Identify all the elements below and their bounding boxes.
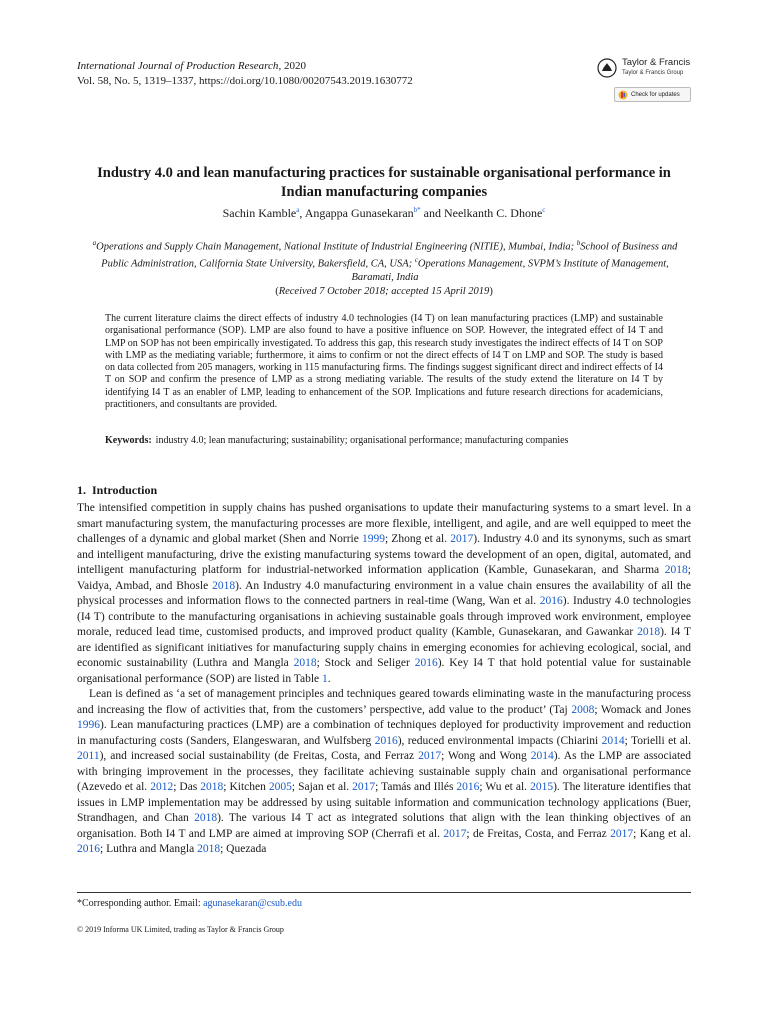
paragraph-text: ; Kang et al. <box>633 827 692 840</box>
author-list <box>77 206 691 221</box>
article-title: Industry 4.0 and lean manufacturing practices for sustainable organisational performance in Indian manufacturing companies <box>97 165 671 200</box>
paragraph-text: ; Womack and Jones <box>594 703 691 716</box>
paragraph-text: ). An Industry 4.0 manufacturing environment in a value chain ensures the availability of all the physical processes and information flows to the connected partners in real-time (Wang, Wan et al. <box>77 579 691 607</box>
author-separator: and <box>420 206 444 220</box>
citation-link[interactable]: 2012 <box>150 781 174 793</box>
paragraph-text: ; de Freitas, Costa, and Ferraz <box>466 827 611 840</box>
citation-link[interactable]: 2018 <box>197 843 221 855</box>
paragraph-text: ; Stock and Seliger <box>316 657 415 669</box>
affiliation-text: Operations and Supply Chain Management, National Institute of Industrial Engineering (NITIE), Mumbai, India; <box>96 241 577 253</box>
footnote-text: *Corresponding author. Email: <box>77 898 204 909</box>
publisher-block <box>597 58 697 102</box>
abstract: The current literature claims the direct effects of industry 4.0 technologies (I4 T) on lean manufacturing practices (LMP) and sustainable organisational performance (SOP). LMP are also found to have a positive influence on SOP. However, the integrated effect of I4 T and LMP on SOP has not been empirically investigated. To address this gap, this research study investigates the indirect effects of I4 T on SOP with LMP as the mediating variable; furthermore, it aims to confirm or not the direct effects of I4 T on LMP and SOP. The study is based on data collected from 205 managers, working in 115 manufacturing firms. The findings suggest significant direct and indirect effects of I4 T on SOP and confirm the presence of LMP as a strong mediating variable. The results of the study extend the literature on I4 T by identifying I4 T as an enabler of LMP, leading to enhancement of the SOP. Implications and future research directions for academicians, practitioners, and consultants are provided. <box>105 313 663 411</box>
citation-link[interactable]: 2014 <box>601 734 625 747</box>
paragraph-text: ; Wong and Wong <box>441 750 531 762</box>
paragraph-text: The intensified competition in supply chains has pushed organisations to update their manufacturing systems to a smart level. In a smart manufacturing system, the manufacturing processes are more flexible, intelligent, and agile, and are well equipped to meet the challenges of a dynamic and global market (Shen and Norrie <box>77 502 691 545</box>
citation-link[interactable]: 2005 <box>268 781 292 793</box>
received-dates: (Received 7 October 2018; accepted 15 April 2019) <box>275 286 493 297</box>
author-name: Angappa Gunasekaran <box>304 206 414 220</box>
paragraph <box>77 687 691 858</box>
paragraph-text: ). I4 T are identified as significant initiatives for manufacturing supply chains in emerging economies for achieving ecological, social, and economic sustainability (Luthra and Mangla <box>77 626 691 669</box>
paragraph-text: ). Industry 4.0 technologies (I4 T) contribute to the manufacturing organisations in achieving sustainable goals through improved work environment, employee morale, reduced lead time, customised products, and improved product quality (Kamble, Gunasekaran, and Gawankar <box>77 595 691 638</box>
citation-link[interactable]: 2018 <box>194 812 218 824</box>
citation-link[interactable]: 2018 <box>200 781 224 793</box>
journal-name[interactable]: International Journal of Production Research <box>77 60 279 72</box>
paragraph-text: ). Key I4 T that hold potential value for sustainable organisational performance (SOP) are listed in Table <box>77 657 691 685</box>
section-heading <box>77 483 157 498</box>
section-number: 1. <box>77 483 86 497</box>
journal-volume-doi[interactable]: Vol. 58, No. 5, 1319–1337, https://doi.org/10.1080/00207543.2019.1630772 <box>77 75 413 87</box>
paragraph-text: ). Industry 4.0 and its synonyms, such as smart and intelligent manufacturing, drive the existing manufacturing systems toward the development of an open, digital, automated, and intelligent manufacturing platform for industrial-networked information application (Kamble, Gunasekaran, and Sharma <box>77 533 691 576</box>
paragraph-text: ; Tamás and Illés <box>375 781 457 793</box>
citation-link[interactable]: 2018 <box>637 626 661 638</box>
citation-link[interactable]: 2018 <box>293 657 317 669</box>
paragraph-text: ; Zhong et al. <box>384 533 451 545</box>
copyright: © 2019 Informa UK Limited, trading as Taylor & Francis Group <box>77 925 284 934</box>
paragraph-text: ; Vaidya, Ambad, and Bhosle <box>77 564 691 592</box>
paragraph-text: ; Wu et al. <box>479 781 531 793</box>
paragraph <box>77 501 691 687</box>
citation-link[interactable]: 2016 <box>456 781 480 793</box>
publisher-group: Taylor & Francis Group <box>622 70 684 76</box>
citation-link[interactable]: 1 <box>322 672 328 685</box>
paragraph-text: ). Lean manufacturing practices (LMP) are a combination of techniques deployed for productivity improvement and reduction in manufacturing costs (Sanders, Elangeswaran, and Wulfsberg <box>77 719 691 747</box>
citation-link[interactable]: 2017 <box>610 827 634 840</box>
taylor-francis-logo-icon <box>597 58 617 78</box>
citation-link[interactable]: 2017 <box>352 781 376 793</box>
keywords <box>105 435 663 446</box>
affiliations <box>90 237 680 285</box>
check-for-updates-label: Check for updates <box>631 91 680 98</box>
affiliation-marker: c <box>414 256 418 264</box>
paragraph-text: ). The literature identifies that issues in LMP implementation may be addressed by using suitable information and communication technology applications (Buer, Strandhagen, and Chan <box>77 781 692 824</box>
keywords-text: industry 4.0; lean manufacturing; sustainability; organisational performance; manufacturing companies <box>155 435 569 446</box>
citation-link[interactable]: 2016 <box>374 734 398 747</box>
citation-link[interactable]: 2011 <box>77 750 100 762</box>
journal-header <box>77 59 413 89</box>
citation-link[interactable]: 2016 <box>77 843 100 855</box>
author-affiliation-link[interactable]: c <box>542 206 546 214</box>
citation-link[interactable]: 2018 <box>664 564 688 576</box>
citation-link[interactable]: 1999 <box>361 533 385 545</box>
body-text <box>77 501 691 858</box>
affiliation-marker: b <box>576 239 581 247</box>
author-name: Sachin Kamble <box>222 206 297 220</box>
paragraph-text: ). The various I4 T act as integrated solutions that align with the lean thinking objectives of an organisation. Both I4 T and LMP are aimed at improving SOP (Cherrafi et al. <box>77 812 691 840</box>
paragraph-text: ; Kitchen <box>223 781 269 793</box>
paragraph-text: . <box>327 672 331 685</box>
citation-link[interactable]: 2008 <box>571 703 595 716</box>
citation-link[interactable]: 2016 <box>539 595 563 607</box>
citation-link[interactable]: 2015 <box>530 781 554 793</box>
affiliation-marker: a <box>92 239 97 247</box>
paragraph-text: ), reduced environmental impacts (Chiarini <box>397 734 602 747</box>
author-affiliation-link[interactable]: a <box>296 206 300 214</box>
paragraph-text: ; Luthra and Mangla <box>100 843 198 855</box>
citation-link[interactable]: 1996 <box>77 719 100 731</box>
paragraph-text: ). As the LMP are associated with bringing improvement in the processes, they facilitate achieving sustainable supply chain and organisational performance (Azevedo et al. <box>77 750 691 793</box>
paragraph-text: ; Torielli et al. <box>624 734 691 747</box>
citation-link[interactable]: 2018 <box>212 579 236 592</box>
paragraph-text: ; Sajan et al. <box>291 781 353 793</box>
keywords-label: Keywords: <box>105 435 152 446</box>
paragraph-text: ; Das <box>173 781 201 793</box>
journal-year: , 2020 <box>278 60 306 72</box>
author-affiliation-link[interactable]: b* <box>413 206 421 214</box>
citation-link[interactable]: 2016 <box>414 657 438 669</box>
author-separator: , <box>299 206 305 220</box>
footnote-divider <box>77 892 691 893</box>
citation-link[interactable]: 2017 <box>418 750 442 762</box>
publisher-name: Taylor & Francis <box>622 57 691 68</box>
footnote <box>77 898 302 909</box>
section-title: Introduction <box>92 483 158 497</box>
update-badge-icon <box>618 90 628 100</box>
received-text: Received 7 October 2018; accepted 15 April 2019 <box>278 286 490 297</box>
affiliation-text: Operations Management, SVPM’s Institute of Management, Baramati, India <box>351 258 669 283</box>
paragraph-text: ; Quezada <box>220 843 267 855</box>
paragraph-text: Lean is defined as ‘a set of management principles and techniques geared towards eliminating waste in the manufacturing process and increasing the flow of activities that, from the customers’ perspective, add value to the product’ (Taj <box>77 688 691 716</box>
paragraph-text: ), and increased social sustainability (de Freitas, Costa, and Ferraz <box>99 750 419 762</box>
citation-link[interactable]: 2017 <box>450 533 474 545</box>
journal-citation-line <box>77 59 413 74</box>
author-name: Neelkanth C. Dhone <box>443 206 543 220</box>
citation-link[interactable]: 2014 <box>530 750 554 762</box>
check-for-updates-button[interactable] <box>614 87 691 102</box>
citation-link[interactable]: 2017 <box>443 827 467 840</box>
publisher-logo[interactable] <box>597 58 697 78</box>
author-email-link[interactable]: agunasekaran@csub.edu <box>203 898 302 909</box>
affiliation-text: School of Business and Public Administration, California State University, Bakersfield, CA, USA; <box>101 241 678 270</box>
